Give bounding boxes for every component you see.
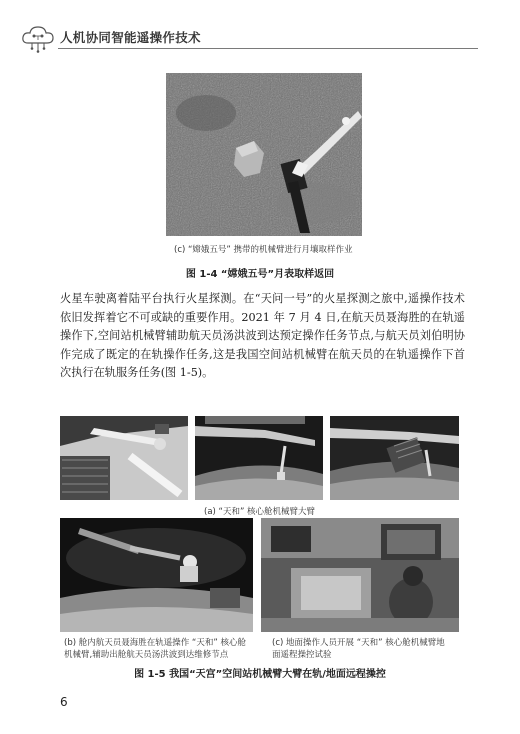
header-rule [58, 48, 478, 49]
figure-1-4-sub-caption: (c) “嫦娥五号” 携带的机械臂进行月壤取样作业 [174, 245, 353, 255]
body-paragraph-block [60, 290, 465, 383]
figure-1-5-title: 图 1-5 我国“天宫”空间站机械臂大臂在轨/地面远程操控 [134, 669, 386, 680]
tianhe-arm-photo-3 [330, 416, 459, 500]
cloud-circuit-logo-icon [20, 23, 56, 53]
astronaut-teleoperation-photo [60, 518, 253, 632]
tianhe-arm-photo-1 [60, 416, 188, 500]
tianhe-arm-photo-2 [195, 416, 323, 500]
figure-1-5b-sub-caption: (b) 舱内航天员聂海胜在轨遥操作 “天和” 核心舱机械臂,辅助出舱航天员汤洪波到达维修节点 [64, 638, 246, 660]
book-title: 人机协同智能遥操作技术 [60, 30, 201, 45]
figure-1-5a-sub-caption: (a) “天和” 核心舱机械臂大臂 [204, 507, 316, 517]
body-paragraph: 火星车驶离着陆平台执行火星探测。在“天问一号”的火星探测之旅中,遥操作技术依旧发挥着它不可或缺的重要作用。2021 年 7 月 4 日,在航天员聂海胜的在轨遥操作下,空间站机械臂辅助航天员汤洪波到达预定操作任务节点,与航天员刘伯明协作完成了既定的在轨操作任务,这是我国空间站机械臂在航天员的在轨遥操作下首次执行在轨服务任务(图 1-5)。 [60, 292, 465, 380]
figure-1-4-title: 图 1-4 “嫦娥五号”月表取样返回 [185, 269, 335, 280]
figure-1-5c-sub-caption: (c) 地面操作人员开展 “天和” 核心舱机械臂地面遥程操控试验 [272, 638, 445, 660]
page-number: 6 [60, 695, 68, 709]
lunar-sampling-photo [166, 73, 362, 236]
ground-operator-photo [261, 518, 459, 632]
